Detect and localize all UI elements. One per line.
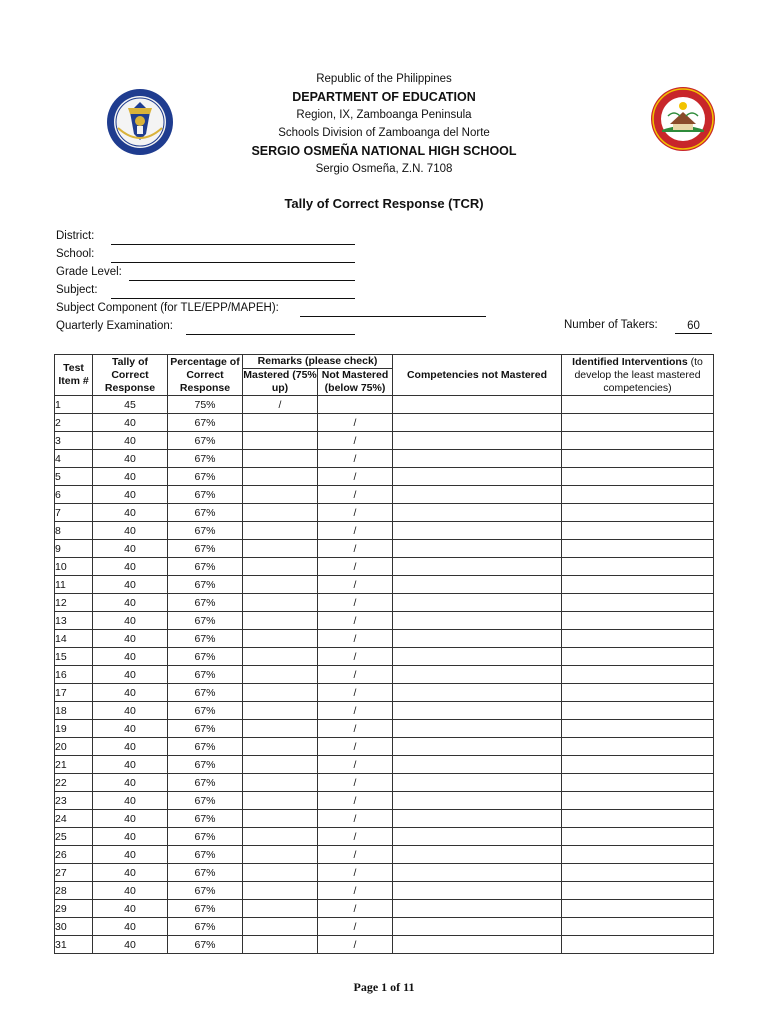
not-mastered-cell[interactable]: / <box>318 846 393 864</box>
table-row <box>55 900 714 918</box>
tally-cell: 40 <box>93 414 168 432</box>
tally-cell: 40 <box>93 648 168 666</box>
not-mastered-cell[interactable]: / <box>318 756 393 774</box>
header-competencies: Competencies not Mastered <box>393 355 562 396</box>
not-mastered-cell[interactable]: / <box>318 522 393 540</box>
table-row <box>55 486 714 504</box>
header-percentage: Percentage of Correct Response <box>168 355 243 396</box>
tally-cell: 40 <box>93 828 168 846</box>
table-row <box>55 450 714 468</box>
not-mastered-cell[interactable]: / <box>318 702 393 720</box>
not-mastered-cell[interactable]: / <box>318 432 393 450</box>
not-mastered-cell[interactable]: / <box>318 630 393 648</box>
percentage-cell: 67% <box>168 774 243 792</box>
quarterly-exam-label: Quarterly Examination: <box>56 320 173 332</box>
competencies-cell[interactable] <box>393 666 562 684</box>
mastered-cell[interactable] <box>243 864 318 882</box>
interventions-cell[interactable] <box>562 648 714 666</box>
table-row <box>55 702 714 720</box>
not-mastered-cell[interactable]: / <box>318 648 393 666</box>
tally-cell: 40 <box>93 450 168 468</box>
competencies-cell[interactable] <box>393 702 562 720</box>
mastered-cell[interactable] <box>243 900 318 918</box>
mastered-cell[interactable] <box>243 666 318 684</box>
interventions-cell[interactable] <box>562 612 714 630</box>
item-cell: 1 <box>55 396 93 414</box>
item-cell: 10 <box>55 558 93 576</box>
percentage-cell: 67% <box>168 432 243 450</box>
item-cell: 24 <box>55 810 93 828</box>
item-cell: 26 <box>55 846 93 864</box>
not-mastered-cell[interactable] <box>318 396 393 414</box>
item-cell: 18 <box>55 702 93 720</box>
header-interventions-bold: Identified Interventions <box>572 355 688 368</box>
item-cell: 12 <box>55 594 93 612</box>
not-mastered-cell[interactable]: / <box>318 738 393 756</box>
subject-field[interactable] <box>111 298 355 299</box>
tcr-table-body <box>55 396 714 954</box>
tally-cell: 40 <box>93 432 168 450</box>
percentage-cell: 67% <box>168 846 243 864</box>
tally-cell: 40 <box>93 720 168 738</box>
competencies-cell[interactable] <box>393 738 562 756</box>
not-mastered-cell[interactable]: / <box>318 684 393 702</box>
quarterly-exam-field[interactable] <box>186 334 355 335</box>
item-cell: 14 <box>55 630 93 648</box>
region-line: Region, IX, Zamboanga Peninsula <box>296 109 472 121</box>
percentage-cell: 67% <box>168 702 243 720</box>
letterhead <box>0 70 768 178</box>
not-mastered-cell[interactable]: / <box>318 504 393 522</box>
not-mastered-cell[interactable]: / <box>318 900 393 918</box>
mastered-cell[interactable] <box>243 720 318 738</box>
not-mastered-cell[interactable]: / <box>318 666 393 684</box>
not-mastered-cell[interactable]: / <box>318 810 393 828</box>
mastered-cell[interactable] <box>243 450 318 468</box>
tally-cell: 40 <box>93 936 168 954</box>
percentage-cell: 67% <box>168 540 243 558</box>
republic-line: Republic of the Philippines <box>316 73 452 85</box>
percentage-cell: 67% <box>168 612 243 630</box>
table-row <box>55 630 714 648</box>
tally-cell: 40 <box>93 918 168 936</box>
mastered-cell[interactable] <box>243 468 318 486</box>
item-cell: 11 <box>55 576 93 594</box>
competencies-cell[interactable] <box>393 936 562 954</box>
mastered-cell[interactable] <box>243 558 318 576</box>
interventions-cell[interactable] <box>562 702 714 720</box>
district-label: District: <box>56 230 95 242</box>
tally-cell: 40 <box>93 810 168 828</box>
table-row <box>55 504 714 522</box>
competencies-cell[interactable] <box>393 540 562 558</box>
mastered-cell[interactable] <box>243 594 318 612</box>
competencies-cell[interactable] <box>393 576 562 594</box>
mastered-cell[interactable] <box>243 630 318 648</box>
interventions-cell[interactable] <box>562 774 714 792</box>
item-cell: 28 <box>55 882 93 900</box>
tally-cell: 40 <box>93 468 168 486</box>
table-row <box>55 468 714 486</box>
competencies-cell[interactable] <box>393 504 562 522</box>
tally-cell: 40 <box>93 666 168 684</box>
percentage-cell: 67% <box>168 468 243 486</box>
competencies-cell[interactable] <box>393 864 562 882</box>
item-cell: 15 <box>55 648 93 666</box>
competencies-cell[interactable] <box>393 648 562 666</box>
page-title: Tally of Correct Response (TCR) <box>284 196 484 211</box>
grade-level-label: Grade Level: <box>56 266 122 278</box>
interventions-cell[interactable] <box>562 486 714 504</box>
percentage-cell: 67% <box>168 864 243 882</box>
interventions-cell[interactable] <box>562 396 714 414</box>
tally-cell: 40 <box>93 864 168 882</box>
percentage-cell: 67% <box>168 594 243 612</box>
competencies-cell[interactable] <box>393 522 562 540</box>
header-remarks: Remarks (please check) <box>243 355 393 369</box>
competencies-cell[interactable] <box>393 414 562 432</box>
mastered-cell[interactable] <box>243 414 318 432</box>
department-line: DEPARTMENT OF EDUCATION <box>292 90 476 104</box>
interventions-cell[interactable] <box>562 450 714 468</box>
header-interventions <box>562 355 714 396</box>
percentage-cell: 67% <box>168 684 243 702</box>
competencies-cell[interactable] <box>393 756 562 774</box>
interventions-cell[interactable] <box>562 864 714 882</box>
item-cell: 23 <box>55 792 93 810</box>
not-mastered-cell[interactable]: / <box>318 576 393 594</box>
table-row <box>55 612 714 630</box>
interventions-cell[interactable] <box>562 684 714 702</box>
table-row <box>55 432 714 450</box>
table-row <box>55 648 714 666</box>
tally-cell: 45 <box>93 396 168 414</box>
tally-cell: 40 <box>93 486 168 504</box>
competencies-cell[interactable] <box>393 792 562 810</box>
table-row <box>55 864 714 882</box>
mastered-cell[interactable] <box>243 756 318 774</box>
tally-cell: 40 <box>93 576 168 594</box>
item-cell: 19 <box>55 720 93 738</box>
mastered-cell[interactable] <box>243 792 318 810</box>
competencies-cell[interactable] <box>393 882 562 900</box>
competencies-cell[interactable] <box>393 612 562 630</box>
not-mastered-cell[interactable]: / <box>318 558 393 576</box>
mastered-cell[interactable] <box>243 846 318 864</box>
table-row <box>55 594 714 612</box>
percentage-cell: 67% <box>168 828 243 846</box>
mastered-cell[interactable] <box>243 774 318 792</box>
tcr-table <box>54 354 714 954</box>
item-cell: 2 <box>55 414 93 432</box>
not-mastered-cell[interactable]: / <box>318 594 393 612</box>
tally-cell: 40 <box>93 774 168 792</box>
item-cell: 21 <box>55 756 93 774</box>
tally-cell: 40 <box>93 846 168 864</box>
item-cell: 8 <box>55 522 93 540</box>
percentage-cell: 67% <box>168 630 243 648</box>
subject-component-label: Subject Component (for TLE/EPP/MAPEH): <box>56 302 279 314</box>
item-cell: 20 <box>55 738 93 756</box>
interventions-cell[interactable] <box>562 900 714 918</box>
table-row <box>55 882 714 900</box>
table-row <box>55 540 714 558</box>
item-cell: 27 <box>55 864 93 882</box>
mastered-cell[interactable] <box>243 522 318 540</box>
not-mastered-cell[interactable]: / <box>318 828 393 846</box>
tally-cell: 40 <box>93 882 168 900</box>
percentage-cell: 67% <box>168 756 243 774</box>
item-cell: 25 <box>55 828 93 846</box>
header-tally: Tally of Correct Response <box>93 355 168 396</box>
not-mastered-cell[interactable]: / <box>318 486 393 504</box>
item-cell: 31 <box>55 936 93 954</box>
table-row <box>55 918 714 936</box>
tally-cell: 40 <box>93 702 168 720</box>
table-row <box>55 738 714 756</box>
competencies-cell[interactable] <box>393 684 562 702</box>
competencies-cell[interactable] <box>393 630 562 648</box>
interventions-cell[interactable] <box>562 882 714 900</box>
item-cell: 29 <box>55 900 93 918</box>
interventions-cell[interactable] <box>562 522 714 540</box>
interventions-cell[interactable] <box>562 468 714 486</box>
table-row <box>55 414 714 432</box>
competencies-cell[interactable] <box>393 432 562 450</box>
mastered-cell[interactable] <box>243 648 318 666</box>
tally-cell: 40 <box>93 540 168 558</box>
interventions-cell[interactable] <box>562 504 714 522</box>
table-row <box>55 576 714 594</box>
item-cell: 13 <box>55 612 93 630</box>
mastered-cell[interactable] <box>243 702 318 720</box>
tally-cell: 40 <box>93 522 168 540</box>
table-row <box>55 558 714 576</box>
not-mastered-cell[interactable]: / <box>318 450 393 468</box>
interventions-cell[interactable] <box>562 792 714 810</box>
competencies-cell[interactable] <box>393 468 562 486</box>
competencies-cell[interactable] <box>393 558 562 576</box>
competencies-cell[interactable] <box>393 810 562 828</box>
percentage-cell: 67% <box>168 486 243 504</box>
mastered-cell[interactable] <box>243 486 318 504</box>
interventions-cell[interactable] <box>562 828 714 846</box>
mastered-cell[interactable] <box>243 738 318 756</box>
table-row <box>55 684 714 702</box>
competencies-cell[interactable] <box>393 594 562 612</box>
item-cell: 7 <box>55 504 93 522</box>
competencies-cell[interactable] <box>393 396 562 414</box>
percentage-cell: 67% <box>168 792 243 810</box>
school-label: School: <box>56 248 95 260</box>
mastered-cell[interactable] <box>243 828 318 846</box>
competencies-cell[interactable] <box>393 900 562 918</box>
item-cell: 22 <box>55 774 93 792</box>
takers-label: Number of Takers: <box>564 319 658 331</box>
subject-component-field[interactable] <box>300 316 486 317</box>
competencies-cell[interactable] <box>393 450 562 468</box>
percentage-cell: 67% <box>168 648 243 666</box>
interventions-cell[interactable] <box>562 432 714 450</box>
district-field[interactable] <box>111 244 355 245</box>
subject-label: Subject: <box>56 284 98 296</box>
interventions-cell[interactable] <box>562 594 714 612</box>
mastered-cell[interactable] <box>243 918 318 936</box>
mastered-cell[interactable] <box>243 882 318 900</box>
percentage-cell: 67% <box>168 558 243 576</box>
not-mastered-cell[interactable]: / <box>318 864 393 882</box>
competencies-cell[interactable] <box>393 918 562 936</box>
not-mastered-cell[interactable]: / <box>318 612 393 630</box>
table-row <box>55 792 714 810</box>
tally-cell: 40 <box>93 594 168 612</box>
tally-cell: 40 <box>93 792 168 810</box>
item-cell: 30 <box>55 918 93 936</box>
percentage-cell: 67% <box>168 666 243 684</box>
percentage-cell: 67% <box>168 720 243 738</box>
table-row <box>55 846 714 864</box>
interventions-cell[interactable] <box>562 846 714 864</box>
tally-cell: 40 <box>93 738 168 756</box>
percentage-cell: 67% <box>168 882 243 900</box>
competencies-cell[interactable] <box>393 828 562 846</box>
table-row <box>55 810 714 828</box>
table-row <box>55 720 714 738</box>
header-test-item: Test Item # <box>55 355 93 396</box>
tally-cell: 40 <box>93 504 168 522</box>
percentage-cell: 67% <box>168 576 243 594</box>
competencies-cell[interactable] <box>393 486 562 504</box>
mastered-cell[interactable] <box>243 684 318 702</box>
mastered-cell[interactable] <box>243 504 318 522</box>
tally-cell: 40 <box>93 558 168 576</box>
interventions-cell[interactable] <box>562 738 714 756</box>
interventions-cell[interactable] <box>562 918 714 936</box>
mastered-cell[interactable] <box>243 810 318 828</box>
percentage-cell: 67% <box>168 810 243 828</box>
tally-cell: 40 <box>93 684 168 702</box>
percentage-cell: 67% <box>168 522 243 540</box>
not-mastered-cell[interactable]: / <box>318 540 393 558</box>
percentage-cell: 67% <box>168 450 243 468</box>
header-interventions-rest: (to develop the least mastered competencies) <box>574 355 703 394</box>
interventions-cell[interactable] <box>562 666 714 684</box>
not-mastered-cell[interactable]: / <box>318 414 393 432</box>
item-cell: 6 <box>55 486 93 504</box>
item-cell: 5 <box>55 468 93 486</box>
tally-cell: 40 <box>93 630 168 648</box>
mastered-cell[interactable] <box>243 576 318 594</box>
not-mastered-cell[interactable]: / <box>318 882 393 900</box>
item-cell: 3 <box>55 432 93 450</box>
mastered-cell[interactable] <box>243 540 318 558</box>
not-mastered-cell[interactable]: / <box>318 720 393 738</box>
percentage-cell: 67% <box>168 414 243 432</box>
item-cell: 9 <box>55 540 93 558</box>
item-cell: 4 <box>55 450 93 468</box>
item-cell: 16 <box>55 666 93 684</box>
interventions-cell[interactable] <box>562 936 714 954</box>
table-row <box>55 522 714 540</box>
mastered-cell[interactable]: / <box>243 396 318 414</box>
page-number: Page 1 of 11 <box>353 980 415 994</box>
address-line: Sergio Osmeña, Z.N. 7108 <box>315 163 453 175</box>
not-mastered-cell[interactable]: / <box>318 792 393 810</box>
interventions-cell[interactable] <box>562 810 714 828</box>
competencies-cell[interactable] <box>393 720 562 738</box>
interventions-cell[interactable] <box>562 630 714 648</box>
interventions-cell[interactable] <box>562 756 714 774</box>
percentage-cell: 67% <box>168 738 243 756</box>
percentage-cell: 67% <box>168 900 243 918</box>
header-not-mastered: Not Mastered (below 75%) <box>318 369 393 396</box>
competencies-cell[interactable] <box>393 774 562 792</box>
school-name-line: SERGIO OSMEÑA NATIONAL HIGH SCHOOL <box>251 144 517 158</box>
tally-cell: 40 <box>93 900 168 918</box>
mastered-cell[interactable] <box>243 612 318 630</box>
tally-cell: 40 <box>93 612 168 630</box>
mastered-cell[interactable] <box>243 432 318 450</box>
interventions-cell[interactable] <box>562 414 714 432</box>
takers-value[interactable]: 60 <box>675 319 712 334</box>
table-row <box>55 756 714 774</box>
percentage-cell: 67% <box>168 918 243 936</box>
interventions-cell[interactable] <box>562 540 714 558</box>
not-mastered-cell[interactable]: / <box>318 936 393 954</box>
tally-cell: 40 <box>93 756 168 774</box>
grade-level-field[interactable] <box>129 280 355 281</box>
not-mastered-cell[interactable]: / <box>318 774 393 792</box>
table-row <box>55 666 714 684</box>
table-row <box>55 396 714 414</box>
percentage-cell: 67% <box>168 936 243 954</box>
table-row <box>55 936 714 954</box>
header-mastered: Mastered (75% up) <box>243 369 317 394</box>
division-line: Schools Division of Zamboanga del Norte <box>278 127 490 139</box>
not-mastered-cell[interactable]: / <box>318 468 393 486</box>
percentage-cell: 75% <box>168 396 243 414</box>
interventions-cell[interactable] <box>562 720 714 738</box>
item-cell: 17 <box>55 684 93 702</box>
interventions-cell[interactable] <box>562 558 714 576</box>
school-field[interactable] <box>111 262 355 263</box>
table-row <box>55 828 714 846</box>
competencies-cell[interactable] <box>393 846 562 864</box>
interventions-cell[interactable] <box>562 576 714 594</box>
mastered-cell[interactable] <box>243 936 318 954</box>
table-row <box>55 774 714 792</box>
percentage-cell: 67% <box>168 504 243 522</box>
not-mastered-cell[interactable]: / <box>318 918 393 936</box>
